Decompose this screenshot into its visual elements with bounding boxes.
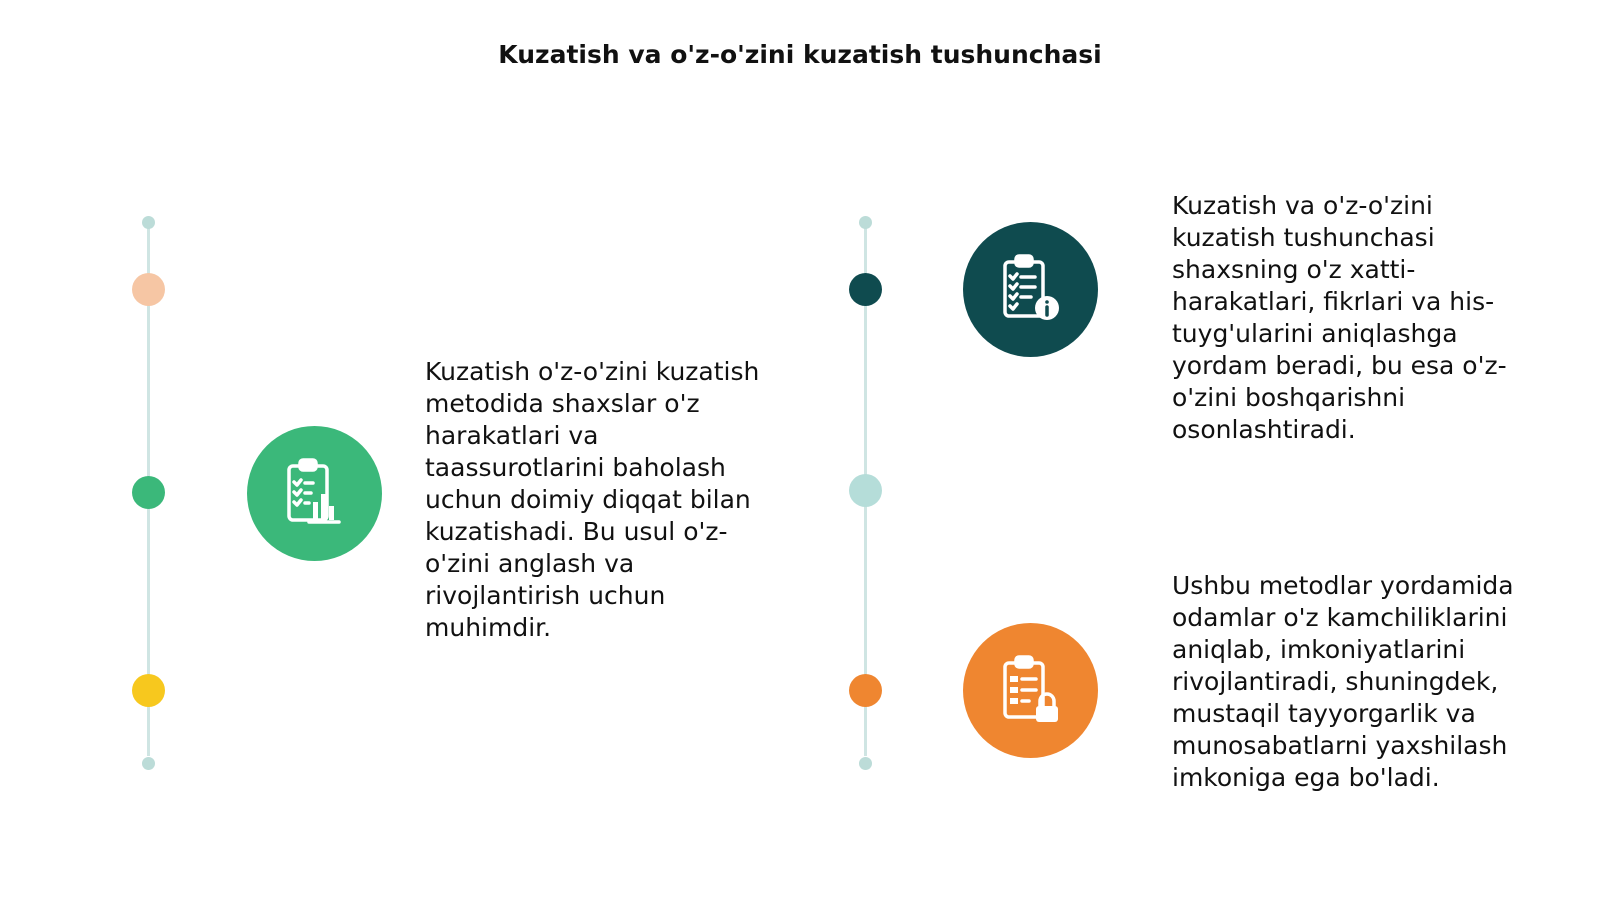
timeline-dot (849, 474, 882, 507)
timeline-dot (849, 674, 882, 707)
page-title: Kuzatish va o'z-o'zini kuzatish tushunchasi (498, 40, 1102, 69)
clipboard-chart-icon (247, 426, 382, 561)
timeline-dot (132, 273, 165, 306)
timeline-end-dot (859, 757, 872, 770)
timeline-end-dot (142, 757, 155, 770)
timeline-dot (132, 674, 165, 707)
clipboard-lock-icon (963, 623, 1098, 758)
clipboard-info-icon (963, 222, 1098, 357)
timeline-end-dot (142, 216, 155, 229)
timeline-dot (849, 273, 882, 306)
description-text: Ushbu metodlar yordamida odamlar o'z kamchiliklarini aniqlab, imkoniyatlarini rivojlantiradi, shuningdek, mustaqil tayyorgarlik va munosabatlarni yaxshilash imkoniga ega bo'ladi. (1172, 571, 1514, 792)
description-text: Kuzatish va o'z-o'zini kuzatish tushunchasi shaxsning o'z xatti-harakatlari, fikrlari va his-tuyg'ularini aniqlashga yordam beradi, bu esa o'z-o'zini boshqarishni osonlashtiradi. (1172, 191, 1507, 444)
description-text: Kuzatish o'z-o'zini kuzatish metodida shaxslar o'z harakatlari va taassurotlarini baholash uchun doimiy diqqat bilan kuzatishadi. Bu usul o'z-o'zini anglash va rivojlantirish uchun muhimdir. (425, 357, 760, 642)
timeline-end-dot (859, 216, 872, 229)
timeline-dot (132, 476, 165, 509)
